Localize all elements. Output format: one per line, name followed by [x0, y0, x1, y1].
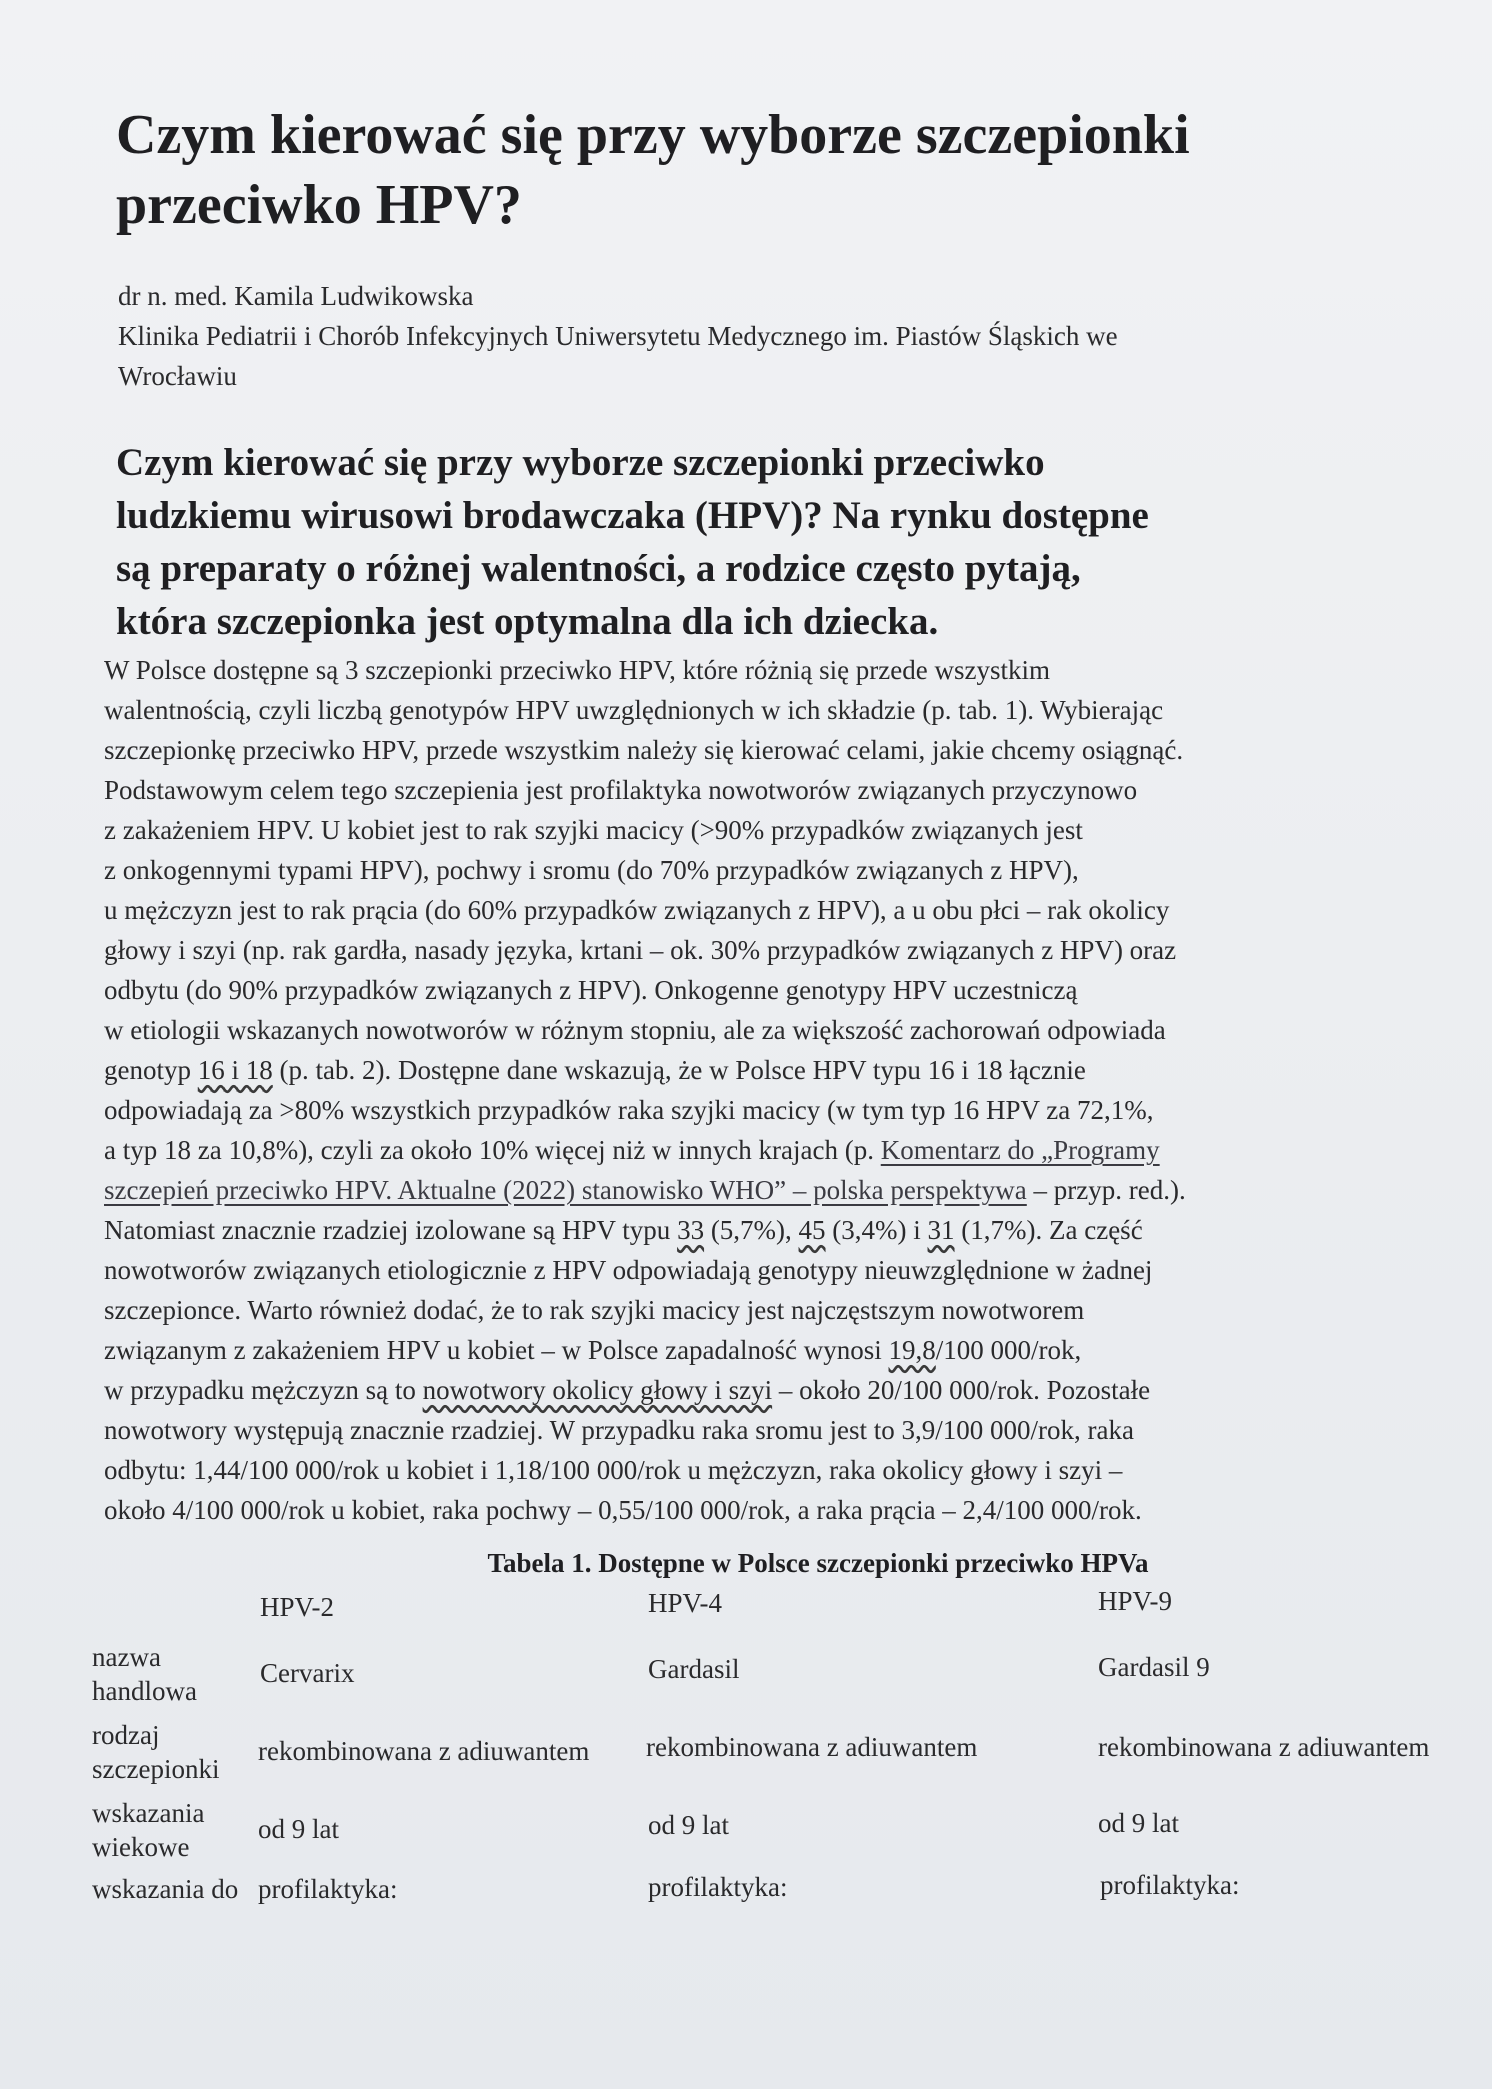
body-line: odpowiadają za >80% wszystkich przypadków raka szyjki macicy (w tym typ 16 HPV za 72,1%,	[104, 1095, 1154, 1125]
lead-line: która szczepionka jest optymalna dla ich dziecka.	[116, 600, 939, 643]
body-line: Podstawowym celem tego szczepienia jest profilaktyka nowotworów związanych przyczynowo	[104, 775, 1138, 805]
table-cell: rekombinowana z adiuwantem	[646, 1732, 978, 1762]
body-line: szczepionkę przeciwko HPV, przede wszystkim należy się kierować celami, jakie chcemy osiągnąć.	[104, 735, 1184, 765]
author-name: dr n. med. Kamila Ludwikowska	[118, 281, 474, 311]
body-line	[104, 1330, 1394, 1370]
article-lead	[116, 436, 1386, 648]
body-line	[104, 1130, 1394, 1170]
row-label: nazwa handlowa	[92, 1642, 197, 1706]
handwritten-underline: 16 i 18	[197, 1055, 273, 1085]
comment-link[interactable]: Komentarz do „Programy	[880, 1135, 1160, 1165]
comment-link-continued[interactable]: szczepień przeciwko HPV. Aktualne (2022) stanowisko WHO” – polska perspektywa	[104, 1175, 1027, 1205]
body-line: walentnością, czyli liczbą genotypów HPV uwzględnionych w ich składzie (p. tab. 1). Wybierając	[104, 695, 1164, 725]
article-title	[116, 100, 1376, 240]
column-header: HPV-2	[260, 1592, 335, 1622]
handwritten-underline: 33	[677, 1215, 705, 1245]
handwritten-underline: nowotwory okolicy głowy i szyi	[422, 1375, 773, 1405]
text-run: a typ 18 za 10,8%), czyli za około 10% więcej niż w innych krajach (p.	[104, 1135, 881, 1165]
author-affiliation: Klinika Pediatrii i Chorób Infekcyjnych Uniwersytetu Medycznego im. Piastów Śląskich we	[118, 321, 1118, 351]
body-line: odbytu (do 90% przypadków związanych z HPV). Onkogenne genotypy HPV uczestniczą	[104, 975, 1078, 1005]
text-run: /100 000/rok,	[935, 1335, 1082, 1365]
text-run: (1,7%). Za część	[954, 1215, 1143, 1245]
text-run: (p. tab. 2). Dostępne dane wskazują, że w Polsce HPV typu 16 i 18 łącznie	[272, 1055, 1086, 1085]
table-cell: rekombinowana z adiuwantem	[1098, 1732, 1430, 1762]
text-run: Natomiast znacznie rzadziej izolowane są HPV typu	[104, 1215, 678, 1245]
table-cell: rekombinowana z adiuwantem	[258, 1736, 590, 1766]
handwritten-underline: 31	[927, 1215, 955, 1245]
body-line: około 4/100 000/rok u kobiet, raka pochwy – 0,55/100 000/rok, a raka prącia – 2,4/100 000/rok.	[104, 1495, 1142, 1525]
lead-line: są preparaty o różnej walentności, a rodzice często pytają,	[116, 547, 1081, 590]
text-run: – przyp. red.).	[1026, 1175, 1186, 1205]
text-run: związanym z zakażeniem HPV u kobiet – w Polsce zapadalność wynosi	[104, 1335, 889, 1365]
body-line	[104, 1170, 1394, 1210]
table-cell: Gardasil 9	[1098, 1652, 1210, 1682]
column-header: HPV-9	[1098, 1586, 1173, 1616]
body-line	[104, 1210, 1394, 1250]
body-line: nowotworów związanych etiologicznie z HPV odpowiadają genotypy nieuwzględnione w żadnej	[104, 1255, 1153, 1285]
table-cell: Cervarix	[260, 1658, 355, 1688]
body-line: szczepionce. Warto również dodać, że to rak szyjki macicy jest najczęstszym nowotworem	[104, 1295, 1085, 1325]
article-body	[104, 650, 1394, 1530]
body-line: W Polsce dostępne są 3 szczepionki przeciwko HPV, które różnią się przede wszystkim	[104, 655, 1051, 685]
author-block	[118, 276, 1418, 396]
text-run: genotyp	[104, 1055, 198, 1085]
table-cell: Gardasil	[648, 1654, 740, 1684]
text-run: w przypadku mężczyzn są to	[104, 1375, 423, 1405]
body-line: w etiologii wskazanych nowotworów w różnym stopniu, ale za większość zachorowań odpowiada	[104, 1015, 1166, 1045]
body-line	[104, 1050, 1394, 1090]
table-cell: profilaktyka:	[258, 1874, 398, 1904]
body-line: u mężczyzn jest to rak prącia (do 60% przypadków związanych z HPV), a u obu płci – rak okolicy	[104, 895, 1170, 925]
handwritten-underline: 45	[798, 1215, 826, 1245]
table-cell: profilaktyka:	[648, 1872, 788, 1902]
body-line: głowy i szyi (np. rak gardła, nasady języka, krtani – ok. 30% przypadków związanych z HPV) oraz	[104, 935, 1177, 965]
lead-line: Czym kierować się przy wyborze szczepionki przeciwko	[116, 441, 1045, 484]
body-line: odbytu: 1,44/100 000/rok u kobiet i 1,18/100 000/rok u mężczyzn, raka okolicy głowy i szyi –	[104, 1455, 1123, 1485]
author-affiliation-city: Wrocławiu	[118, 361, 237, 391]
table-cell: od 9 lat	[258, 1814, 339, 1844]
row-label: wskazania do	[92, 1874, 239, 1904]
column-header: HPV-4	[648, 1588, 723, 1618]
text-run: (5,7%),	[704, 1215, 799, 1245]
table-caption: Tabela 1. Dostępne w Polsce szczepionki przeciwko HPVa	[487, 1548, 1149, 1578]
body-line: z zakażeniem HPV. U kobiet jest to rak szyjki macicy (>90% przypadków związanych jest	[104, 815, 1083, 845]
text-run: (3,4%) i	[825, 1215, 928, 1245]
title-line: przeciwko HPV?	[116, 174, 522, 236]
row-label: wskazania wiekowe	[92, 1798, 205, 1862]
table-cell: od 9 lat	[1098, 1808, 1179, 1838]
row-label: rodzaj szczepionki	[92, 1720, 220, 1784]
table-cell: profilaktyka:	[1100, 1870, 1240, 1900]
title-line: Czym kierować się przy wyborze szczepionki	[116, 104, 1190, 166]
body-line	[104, 1370, 1394, 1410]
body-line: z onkogennymi typami HPV), pochwy i sromu (do 70% przypadków związanych z HPV),	[104, 855, 1079, 885]
body-line: nowotwory występują znacznie rzadziej. W przypadku raka sromu jest to 3,9/100 000/rok, raka	[104, 1415, 1134, 1445]
handwritten-underline: 19,8	[888, 1335, 936, 1365]
table-cell: od 9 lat	[648, 1810, 729, 1840]
text-run: – około 20/100 000/rok. Pozostałe	[772, 1375, 1151, 1405]
lead-line: ludzkiemu wirusowi brodawczaka (HPV)? Na rynku dostępne	[116, 494, 1149, 537]
